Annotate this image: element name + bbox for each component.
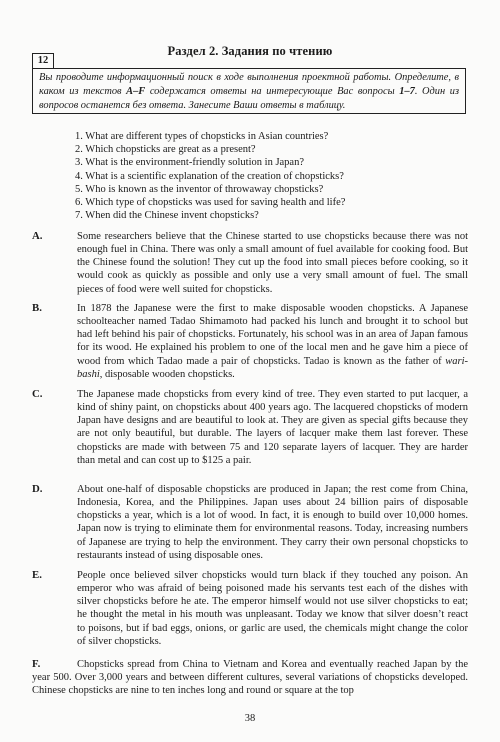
text-body-part: In 1878 the Japanese were the first to make disposable wooden chopsticks. A Japanese schoolteacher named Tadao Shimamoto had packed his lunch and brought it to school but had left behind his pair of chopsticks. Fortunately, his school was in an area of Japan famous for its wood. He explained his problem to one of the local men and he gave him a piece of wood from which Tadao made a pair of chopsticks. Tadao is known as the father of <box>77 303 468 367</box>
text-body: Some researchers believe that the Chinese started to use chopsticks because there was not enough fuel in China. There was only a small amount of fuel available for cooking food. But the Chinese found the solution! They cut up the food into small pieces before cooking, so it would cook as quickly as possible and only use a very small amount of fuel. The small pieces of food were well suited for chopsticks. <box>77 231 468 295</box>
text-letter: E. <box>32 569 42 581</box>
text-body: The Japanese made chopsticks from every kind of tree. They even started to put lacquer, a kind of shiny paint, on chopsticks about 400 years ago. The lacquered chopsticks of modern Japan have designs and are beautiful to look at. They are given as special gifts because they are not only beautiful, but durable. The layers of lacquer make them last forever. These chopsticks are made with between 75 and 120 separate layers of lacquer. They are harder than metal and can cost up to $125 a pair. <box>77 389 468 466</box>
text-f <box>32 658 468 697</box>
page-number: 38 <box>244 713 256 724</box>
text-body <box>77 302 468 381</box>
question-list <box>75 130 345 222</box>
question-item: 2. Which chopsticks are great as a present? <box>75 144 256 156</box>
text-body: About one-half of disposable chopsticks are produced in Japan; the rest come from China, Indonesia, Korea, and the Philippines. Japan uses about 24 billion pairs of disposable chopsticks a year, which is a lot of wood. In fact, it is enough to build over 10,000 homes. Japan now is trying to eliminate them for environmental reasons. Today, increasing numbers of Japanese are trying to help the environment. They carry their own personal chopsticks to restaurants instead of using disposable ones. <box>77 484 468 561</box>
text-b <box>32 302 468 381</box>
question-item: 4. What is a scientific explanation of the creation of chopsticks? <box>75 170 344 182</box>
text-letter: F. <box>32 658 41 670</box>
instruction-range-texts: A–F <box>126 86 146 98</box>
instruction-range-questions: 1–7 <box>399 86 415 98</box>
text-e <box>32 569 468 648</box>
text-d <box>32 483 468 562</box>
question-item: 5. Who is known as the inventor of throwaway chopsticks? <box>75 183 324 195</box>
task-number-box: 12 <box>32 53 54 69</box>
text-body: People once believed silver chopsticks would turn black if they touched any poison. An emperor who was afraid of being poisoned made his servants test each of the dishes with silver chopsticks before he ate. The emperor himself would not use silver chopsticks to eat; he thought the metal in his mouth was unpleasant. Today we know that silver doesn’t react to poisons, but if bad eggs, onions, or garlic are used, the chemicals might change the color of silver chopsticks. <box>77 570 468 647</box>
text-letter: D. <box>32 483 43 495</box>
text-a <box>32 230 468 296</box>
instruction-part3: . Один из вопросов останется без ответа. Занесите Ваши ответы в таблицу. <box>39 86 460 112</box>
question-item: 3. What is the environment-friendly solution in Japan? <box>75 157 305 169</box>
text-letter: C. <box>32 388 43 400</box>
instruction-box <box>32 68 466 114</box>
text-body-part: , disposable wooden chopsticks. <box>99 368 235 380</box>
question-item: 6. Which type of chopsticks was used for saving health and life? <box>75 197 346 209</box>
question-item: 1. What are different types of chopsticks in Asian countries? <box>75 131 329 142</box>
question-item: 7. When did the Chinese invent chopsticks? <box>75 210 259 222</box>
instruction-part2: содержатся ответы на интересующие Вас вопросы <box>145 86 400 98</box>
section-title: Раздел 2. Задания по чтению <box>167 44 333 58</box>
instruction-part1: Вы проводите информационный поиск в ходе выполнения проектной работы. Определите, в каком из текстов <box>39 72 459 98</box>
text-c <box>32 388 468 467</box>
text-letter: A. <box>32 230 43 242</box>
text-body: Chopsticks spread from China to Vietnam and Korea and eventually reached Japan by the year 500. Over 3,000 years and between different cultures, several variations of chopsticks developed. Chinese chopsticks are nine to ten inches long and round or square at the top <box>32 659 468 697</box>
text-letter: B. <box>32 302 42 314</box>
text-body-italic-term: wari-bashi <box>77 355 468 380</box>
